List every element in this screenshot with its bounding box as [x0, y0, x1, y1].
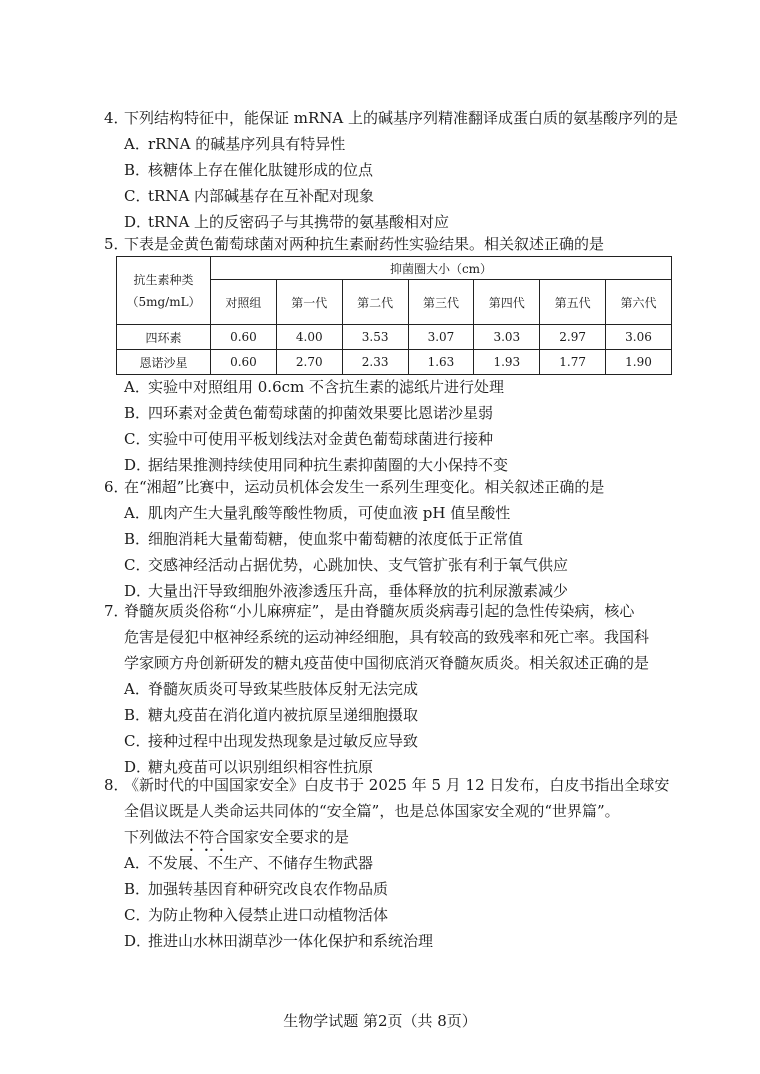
option-d: D．推进山水林田湖草沙一体化保护和系统治理 [124, 932, 434, 950]
option-b: B．加强转基因育种研究改良农作物品质 [124, 880, 389, 898]
question-stem-line-2: 危害是侵犯中枢神经系统的运动神经细胞，具有较高的致残率和死亡率。我国科 [124, 628, 650, 646]
emphasis-text: 不符合 [184, 828, 230, 846]
table-row [117, 350, 672, 375]
table-cell: 3.07 [408, 325, 474, 350]
column-header: 第五代 [540, 280, 606, 325]
column-header: 第二代 [342, 280, 408, 325]
option-a: A．肌肉产生大量乳酸等酸性物质，可使血液 pH 值呈酸性 [124, 504, 511, 522]
resistance-table [116, 256, 672, 375]
question-5 [104, 231, 604, 257]
table-cell: 1.90 [606, 350, 672, 375]
question-stem-line-3: 下列做法不符合国家安全要求的是 [124, 828, 350, 846]
page-footer: 生物学试题 第2页（共 8页） [283, 1012, 477, 1030]
question-5-options [104, 374, 508, 478]
option-c: C．tRNA 内部碱基存在互补配对现象 [124, 187, 375, 205]
question-number: 7． [104, 602, 129, 620]
question-stem: 下表是金黄色葡萄球菌对两种抗生素耐药性实验结果。相关叙述正确的是 [124, 235, 605, 253]
option-b: B．核糖体上存在催化肽键形成的位点 [124, 161, 374, 179]
question-number: 4． [104, 109, 129, 127]
table-cell: 3.53 [342, 325, 408, 350]
option-d: D．糖丸疫苗可以识别组织相容性抗原 [124, 758, 374, 776]
row-label: 四环素 [117, 325, 211, 350]
table-cell: 1.63 [408, 350, 474, 375]
option-d: D．大量出汗导致细胞外液渗透压升高，垂体释放的抗利尿激素减少 [124, 582, 569, 600]
question-number: 8． [104, 776, 129, 794]
table-cell: 1.77 [540, 350, 606, 375]
option-d: D．tRNA 上的反密码子与其携带的氨基酸相对应 [124, 213, 450, 231]
table-cell: 2.70 [276, 350, 342, 375]
option-c: C．交感神经活动占据优势，心跳加快、支气管扩张有利于氧气供应 [124, 556, 569, 574]
question-8 [104, 772, 669, 954]
column-header: 第六代 [606, 280, 672, 325]
option-b: B．四环素对金黄色葡萄球菌的抑菌效果要比恩诺沙星弱 [124, 404, 494, 422]
question-stem-line-1: 《新时代的中国国家安全》白皮书于 2025 年 5 月 12 日发布，白皮书指出全球安 [124, 776, 670, 794]
question-number: 6． [104, 478, 129, 496]
column-header: 第四代 [474, 280, 540, 325]
question-4 [104, 105, 678, 235]
table-row [117, 325, 672, 350]
question-number: 5． [104, 235, 129, 253]
question-stem: 在“湘超”比赛中，运动员机体会发生一系列生理变化。相关叙述正确的是 [124, 478, 605, 496]
option-a: A．不发展、不生产、不储存生物武器 [124, 854, 374, 872]
table-cell: 3.03 [474, 325, 540, 350]
option-c: C．为防止物种入侵禁止进口动植物活体 [124, 906, 389, 924]
table-cell: 0.60 [211, 350, 277, 375]
antibiotic-type-header: 抗生素种类 （5mg/mL） [117, 257, 211, 325]
option-a: A．rRNA 的碱基序列具有特异性 [124, 135, 346, 153]
table-cell: 2.33 [342, 350, 408, 375]
table-cell: 2.97 [540, 325, 606, 350]
option-a: A．脊髓灰质炎可导致某些肢体反射无法完成 [124, 680, 419, 698]
table-cell: 4.00 [276, 325, 342, 350]
question-stem-line-2: 全倡议既是人类命运共同体的“安全篇”，也是总体国家安全观的“世界篇”。 [124, 802, 620, 820]
column-header: 第一代 [276, 280, 342, 325]
table-cell: 3.06 [606, 325, 672, 350]
question-stem-line-3: 学家顾方舟创新研发的糖丸疫苗使中国彻底消灭脊髓灰质炎。相关叙述正确的是 [124, 654, 650, 672]
row-label: 恩诺沙星 [117, 350, 211, 375]
option-b: B．细胞消耗大量葡萄糖，使血浆中葡萄糖的浓度低于正常值 [124, 530, 524, 548]
column-header: 第三代 [408, 280, 474, 325]
question-6 [104, 474, 604, 604]
column-header: 对照组 [211, 280, 277, 325]
option-c: C．实验中可使用平板划线法对金黄色葡萄球菌进行接种 [124, 430, 494, 448]
option-a: A．实验中对照组用 0.6cm 不含抗生素的滤纸片进行处理 [124, 378, 505, 396]
option-d: D．据结果推测持续使用同种抗生素抑菌圈的大小保持不变 [124, 456, 509, 474]
table-cell: 1.93 [474, 350, 540, 375]
table-cell: 0.60 [211, 325, 277, 350]
question-stem-line-1: 脊髓灰质炎俗称“小儿麻痹症”，是由脊髓灰质炎病毒引起的急性传染病，核心 [124, 602, 635, 620]
question-stem: 下列结构特征中，能保证 mRNA 上的碱基序列精准翻译成蛋白质的氨基酸序列的是 [124, 109, 679, 127]
option-c: C．接种过程中出现发热现象是过敏反应导致 [124, 732, 419, 750]
inhibition-zone-header: 抑菌圈大小（cm） [211, 257, 672, 280]
option-b: B．糖丸疫苗在消化道内被抗原呈递细胞摄取 [124, 706, 419, 724]
question-7 [104, 598, 649, 780]
